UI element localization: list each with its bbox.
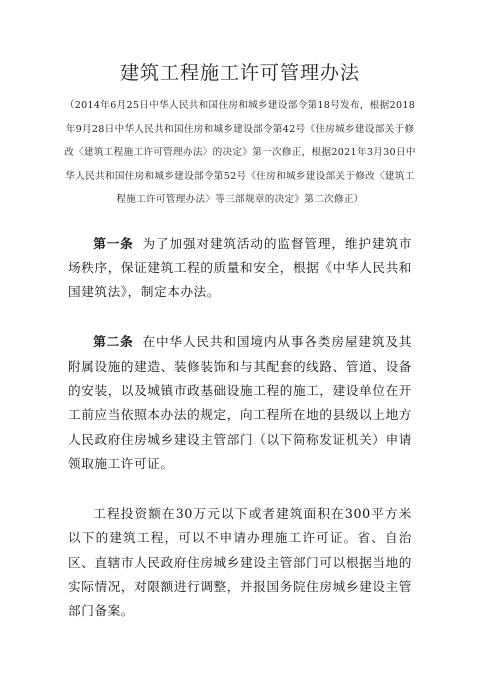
revision-note: （2014年6月25日中华人民共和国住房和城乡建设部令第18号发布，根据2018年9月28日中华人民共和国住房和城乡建设部令第42号《住房城乡建设部关于修改〈建筑工程施工许可管理办法〉的决定》第一次修正，根据2021年3月30日中华人民共和国住房和城乡建设部令第52号《住房和城乡建设部关于修改〈建筑工程施工许可管理办法〉等三部规章的决定》第二次修正） xyxy=(64,100,416,205)
document-title: 建筑工程施工许可管理办法 xyxy=(119,62,360,84)
article-2 xyxy=(68,330,412,476)
article-1-text: 为了加强对建筑活动的监督管理，维护建筑市场秩序，保证建筑工程的质量和安全，根据《中华人民共和国建筑法》，制定本办法。 xyxy=(68,235,412,300)
article-1-number: 第一条 xyxy=(93,235,134,251)
article-2-paragraph-2: 工程投资额在30万元以下或者建筑面积在300平方米以下的建筑工程，可以不申请办理施工许可证。省、自治区、直辖市人民政府住房城乡建设主管部门可以根据当地的实际情况，对限额进行调整，并报国务院住房城乡建设主管部门备案。 xyxy=(68,506,412,619)
article-2-text: 在中华人民共和国境内从事各类房屋建筑及其附属设施的建造、装修装饰和与其配套的线路、管道、设备的安装，以及城镇市政基础设施工程的施工，建设单位在开工前应当依照本办法的规定，向工程所在地的县级以上地方人民政府住房城乡建设主管部门（以下简称发证机关）申请领取施工许可证。 xyxy=(68,334,412,471)
article-1 xyxy=(68,232,412,305)
article-2-number: 第二条 xyxy=(93,334,134,350)
